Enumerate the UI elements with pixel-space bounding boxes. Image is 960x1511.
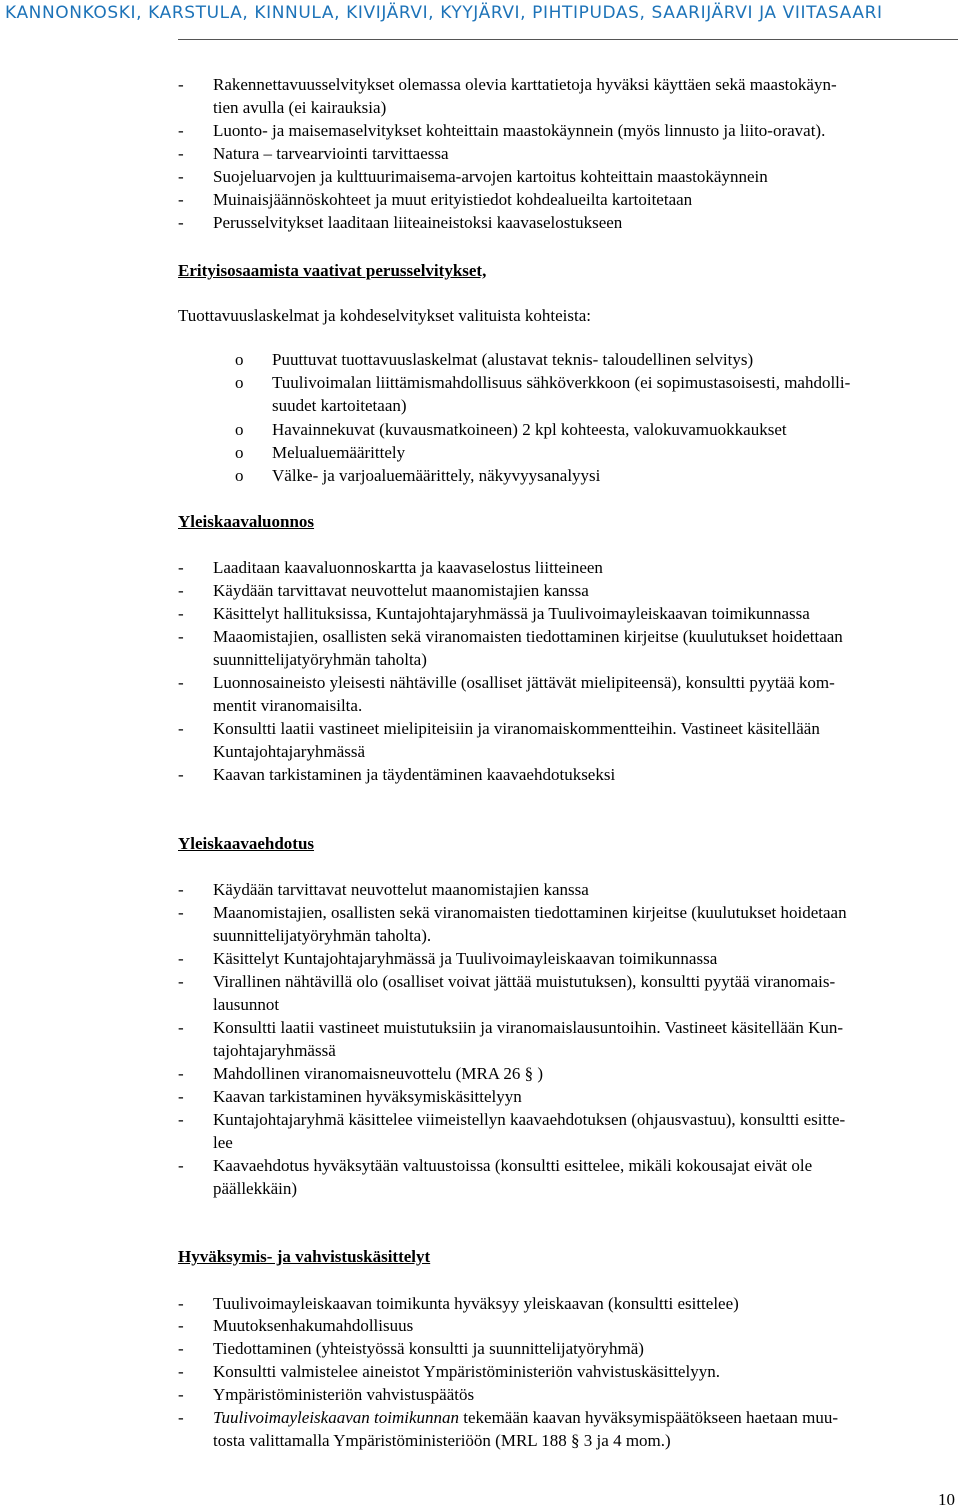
list-item: Luonnosaineisto yleisesti nähtäville (osalliset jättävät mielipiteensä), konsultti pyytää kom- bbox=[213, 673, 835, 692]
list-item-continuation: mentit viranomaisilta. bbox=[213, 696, 363, 715]
list-item: Maanomistajien, osallisten sekä viranomaisten tiedottaminen kirjeitse (kuulutukset hoidetaan bbox=[213, 903, 847, 922]
list-item-continuation: päällekkäin) bbox=[213, 1179, 298, 1198]
list-item-continuation: suunnittelijatyöryhmän taholta) bbox=[213, 650, 427, 669]
list-item-continuation: Kuntajohtajaryhmässä bbox=[213, 742, 366, 761]
dash-marker: - bbox=[178, 1362, 184, 1381]
dash-marker: - bbox=[178, 1316, 184, 1335]
list-item: Tuulivoimalan liittämismahdollisuus sähköverkkoon (ei sopimustasoisesti, mahdolli- bbox=[272, 373, 851, 392]
page-header bbox=[0, 0, 960, 40]
list-item: Ympäristöministeriön vahvistuspäätös bbox=[213, 1385, 475, 1404]
list-item: Kuntajohtajaryhmä käsittelee viimeistellyn kaavaehdotuksen (ohjausvastuu), konsultti esitte- bbox=[213, 1110, 846, 1129]
bullet-marker: o bbox=[235, 443, 244, 462]
list-item: Puuttuvat tuottavuuslaskelmat (alustavat teknis- taloudellinen selvitys) bbox=[272, 350, 754, 369]
dash-marker: - bbox=[178, 190, 184, 209]
section-heading-yleiskaavaluonnos: Yleiskaavaluonnos bbox=[178, 512, 315, 531]
list-item: Kaavaehdotus hyväksytään valtuustoissa (konsultti esittelee, mikäli kokousajat eivät ole bbox=[213, 1156, 813, 1175]
dash-marker: - bbox=[178, 1087, 184, 1106]
list-item: Käsittelyt hallituksissa, Kuntajohtajaryhmässä ja Tuulivoimayleiskaavan toimikunnassa bbox=[213, 604, 810, 623]
dash-marker: - bbox=[178, 1110, 184, 1129]
dash-marker: - bbox=[178, 903, 184, 922]
list-item: Mahdollinen viranomaisneuvottelu (MRA 26 § ) bbox=[213, 1064, 544, 1083]
list-item-continuation: suudet kartoitetaan) bbox=[272, 396, 407, 415]
bullet-marker: o bbox=[235, 420, 244, 439]
list-item: Melualuemäärittely bbox=[272, 443, 406, 462]
list-item-continuation: lausunnot bbox=[213, 995, 280, 1014]
bullet-marker: o bbox=[235, 466, 244, 485]
list-item: Rakennettavuusselvitykset olemassa olevia karttatietoja hyväksi käyttäen sekä maastokäyn- bbox=[213, 75, 837, 94]
list-item: Muutoksenhakumahdollisuus bbox=[213, 1316, 414, 1335]
dash-marker: - bbox=[178, 880, 184, 899]
dash-marker: - bbox=[178, 213, 184, 232]
list-item: Kaavan tarkistaminen hyväksymiskäsittelyyn bbox=[213, 1087, 522, 1106]
dash-marker: - bbox=[178, 719, 184, 738]
dash-marker: - bbox=[178, 604, 184, 623]
list-item: Virallinen nähtävillä olo (osalliset voivat jättää muistutuksen), konsultti pyytää viranomais- bbox=[213, 972, 836, 991]
dash-marker: - bbox=[178, 1018, 184, 1037]
list-item-continuation: tien avulla (ei kairauksia) bbox=[213, 98, 387, 117]
list-item-continuation: suunnittelijatyöryhmän taholta). bbox=[213, 926, 432, 945]
list-item-continuation: tosta valittamalla Ympäristöministeriöön (MRL 188 § 3 ja 4 mom.) bbox=[213, 1431, 671, 1450]
list-item: Tiedottaminen (yhteistyössä konsultti ja suunnittelijatyöryhmä) bbox=[213, 1339, 644, 1358]
list-item: Käsittelyt Kuntajohtajaryhmässä ja Tuulivoimayleiskaavan toimikunnassa bbox=[213, 949, 718, 968]
list-item: Konsultti valmistelee aineistot Ympäristöministeriön vahvistuskäsittelyyn. bbox=[213, 1362, 720, 1381]
header-rule bbox=[178, 39, 958, 40]
dash-marker: - bbox=[178, 673, 184, 692]
list-item-continuation: lee bbox=[213, 1133, 233, 1152]
dash-marker: - bbox=[178, 1408, 184, 1427]
list-item: Maaomistajien, osallisten sekä viranomaisten tiedottaminen kirjeitse (kuulutukset hoidettaan bbox=[213, 627, 843, 646]
list-item-text: tekemään kaavan hyväksymispäätökseen haetaan muu- bbox=[459, 1408, 839, 1427]
list-item bbox=[213, 1406, 838, 1429]
dash-marker: - bbox=[178, 75, 184, 94]
list-item: Välke- ja varjoaluemäärittely, näkyvyysanalyysi bbox=[272, 466, 601, 485]
intro-text: Tuottavuuslaskelmat ja kohdeselvitykset valituista kohteista: bbox=[178, 306, 591, 325]
dash-marker: - bbox=[178, 1156, 184, 1175]
section-heading-erityisosaamista: Erityisosaamista vaativat perusselvitykset, bbox=[178, 261, 487, 280]
dash-marker: - bbox=[178, 1385, 184, 1404]
dash-marker: - bbox=[178, 972, 184, 991]
section-heading-yleiskaavaehdotus: Yleiskaavaehdotus bbox=[178, 834, 315, 853]
dash-marker: - bbox=[178, 144, 184, 163]
dash-marker: - bbox=[178, 1339, 184, 1358]
italic-committee-name: Tuulivoimayleiskaavan toimikunnan bbox=[213, 1408, 459, 1427]
list-item: Konsultti laatii vastineet mielipiteisiin ja viranomaiskommentteihin. Vastineet käsitellään bbox=[213, 719, 820, 738]
list-item: Suojeluarvojen ja kulttuurimaisema-arvojen kartoitus kohteittain maastokäynnein bbox=[213, 167, 768, 186]
list-item: Muinaisjäännöskohteet ja muut erityistiedot kohdealueilta kartoitetaan bbox=[213, 190, 693, 209]
dash-marker: - bbox=[178, 765, 184, 784]
list-item-continuation: tajohtajaryhmässä bbox=[213, 1041, 336, 1060]
list-item: Perusselvitykset laaditaan liiteaineistoksi kaavaselostukseen bbox=[213, 213, 623, 232]
list-item: Natura – tarvearviointi tarvittaessa bbox=[213, 144, 449, 163]
dash-marker: - bbox=[178, 558, 184, 577]
dash-marker: - bbox=[178, 167, 184, 186]
dash-marker: - bbox=[178, 581, 184, 600]
bullet-marker: o bbox=[235, 350, 244, 369]
dash-marker: - bbox=[178, 627, 184, 646]
list-item: Laaditaan kaavaluonnoskartta ja kaavaselostus liitteineen bbox=[213, 558, 603, 577]
list-item: Luonto- ja maisemaselvitykset kohteittain maastokäynnein (myös linnusto ja liito-oravat). bbox=[213, 121, 826, 140]
list-item: Havainnekuvat (kuvausmatkoineen) 2 kpl kohteesta, valokuvamuokkaukset bbox=[272, 420, 787, 439]
list-item: Kaavan tarkistaminen ja täydentäminen kaavaehdotukseksi bbox=[213, 765, 616, 784]
list-item: Konsultti laatii vastineet muistutuksiin ja viranomaislausuntoihin. Vastineet käsitellään Kun- bbox=[213, 1018, 844, 1037]
header-title: KANNONKOSKI, KARSTULA, KINNULA, KIVIJÄRVI, KYYJÄRVI, PIHTIPUDAS, SAARIJÄRVI JA VIITASAARI bbox=[5, 3, 883, 23]
list-item: Käydään tarvittavat neuvottelut maanomistajien kanssa bbox=[213, 581, 589, 600]
section-heading-hyvaksymis: Hyväksymis- ja vahvistuskäsittelyt bbox=[178, 1247, 431, 1266]
bullet-marker: o bbox=[235, 373, 244, 392]
list-item: Käydään tarvittavat neuvottelut maanomistajien kanssa bbox=[213, 880, 589, 899]
dash-marker: - bbox=[178, 1064, 184, 1083]
page-number: 10 bbox=[938, 1490, 955, 1509]
dash-marker: - bbox=[178, 949, 184, 968]
list-item: Tuulivoimayleiskaavan toimikunta hyväksyy yleiskaavan (konsultti esittelee) bbox=[213, 1294, 739, 1313]
dash-marker: - bbox=[178, 121, 184, 140]
dash-marker: - bbox=[178, 1294, 184, 1313]
